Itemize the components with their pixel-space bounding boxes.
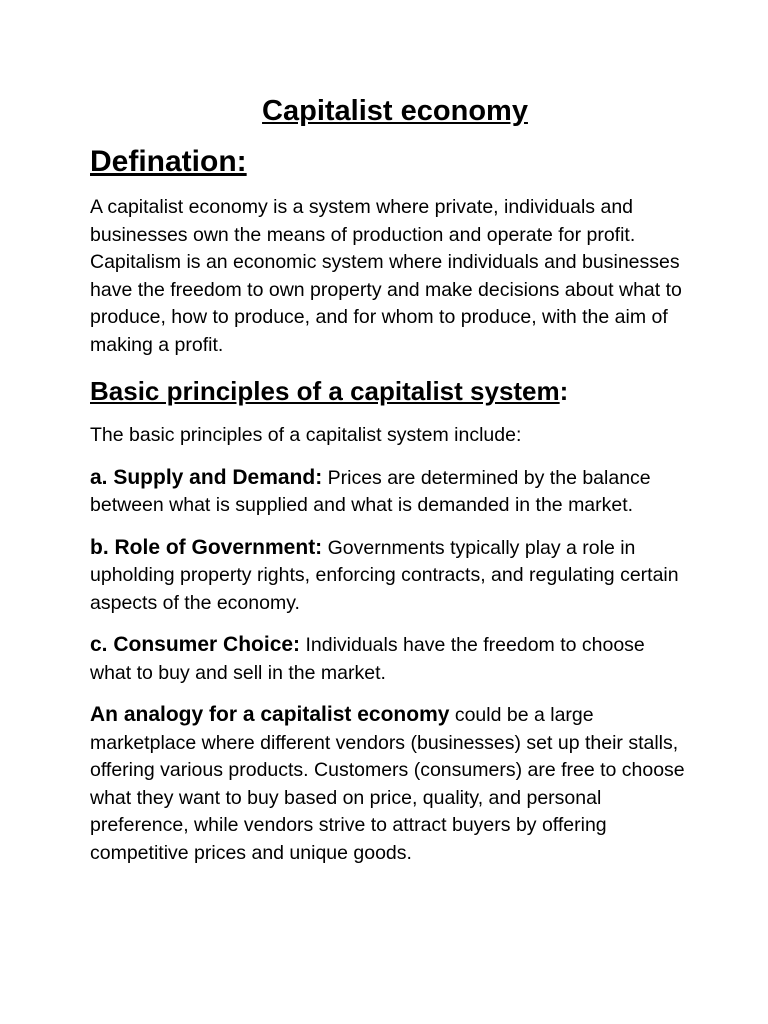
principle-text: Individuals have the freedom to choose what to buy and sell in the market. <box>90 634 645 684</box>
principle-consumer-choice <box>90 631 690 687</box>
definition-heading: Defination: <box>90 145 247 178</box>
principle-text: Governments typically play a role in upholding property rights, enforcing contracts, and regulating certain aspects of the economy. <box>90 536 679 614</box>
principles-heading-colon: : <box>559 376 569 406</box>
principle-role-of-government <box>90 534 690 618</box>
analogy-text: could be a large marketplace where different vendors (businesses) set up their stalls, offering various products. Customers (consumers) are free to choose what they want to buy based on price, quality, and personal preference, while vendors strive to attract buyers by offering competitive prices and unique goods. <box>90 704 685 864</box>
analogy-lead: An analogy for a capitalist economy <box>90 703 450 726</box>
principles-heading-text: Basic principles of a capitalist system <box>90 376 560 406</box>
principles-intro: The basic principles of a capitalist system include: <box>90 424 522 446</box>
principles-heading <box>90 373 690 409</box>
definition-paragraph: A capitalist economy is a system where private, individuals and businesses own the means of production and operate for profit. Capitalism is an economic system where individuals and businesses have the freedom to own property and make decisions about what to produce, how to produce, and for whom to produce, with the aim of making a profit. <box>90 196 682 356</box>
analogy-paragraph <box>90 701 690 867</box>
principle-lead: a. Supply and Demand: <box>90 465 323 489</box>
principle-lead: b. Role of Government: <box>90 535 323 559</box>
principle-text: Prices are determined by the balance between what is supplied and what is demanded in the market. <box>90 466 651 516</box>
document-title: Capitalist economy <box>262 95 528 127</box>
principle-supply-demand <box>90 464 690 520</box>
principle-lead: c. Consumer Choice: <box>90 633 301 656</box>
document-content <box>90 92 690 867</box>
